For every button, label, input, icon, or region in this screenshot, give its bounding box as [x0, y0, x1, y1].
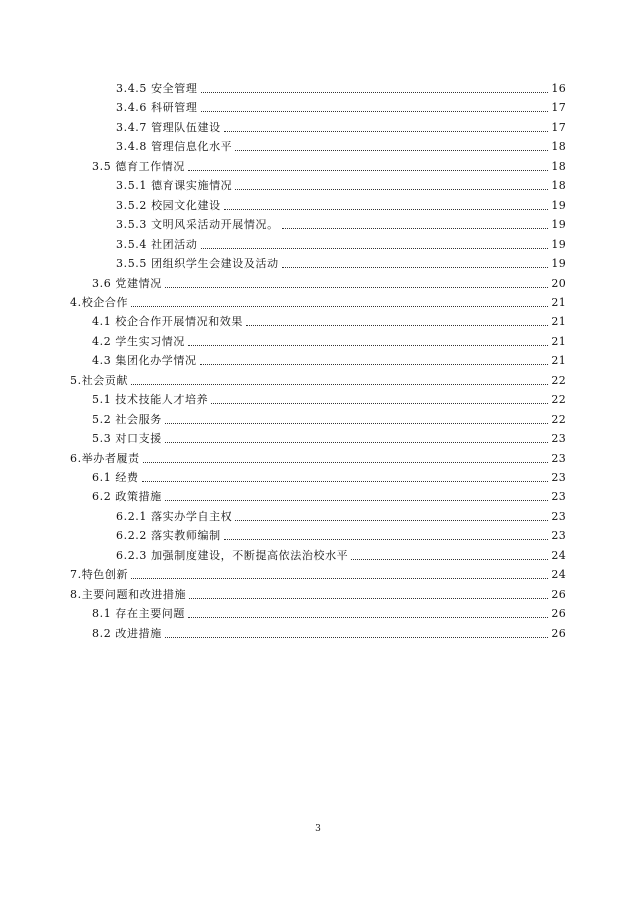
toc-entry-title: 3.6 党建情况: [92, 276, 162, 290]
toc-entry-title: 6.2.3 加强制度建设，不断提高依法治校水平: [116, 548, 349, 562]
toc-entry-page: 22: [551, 393, 566, 407]
toc-entry-page: 19: [551, 218, 566, 232]
toc-entry[interactable]: [92, 387, 566, 407]
toc-entry-page: 23: [551, 471, 566, 484]
toc-entry[interactable]: [116, 193, 566, 213]
toc-entry-page: 22: [551, 373, 566, 387]
toc-entry-page: 26: [551, 607, 566, 621]
toc-entry[interactable]: [92, 601, 566, 621]
toc-entry-page: 23: [551, 432, 566, 446]
toc-dot-leader: [189, 597, 548, 599]
toc-entry-page: 21: [551, 354, 566, 368]
toc-entry[interactable]: [70, 368, 566, 388]
toc-entry[interactable]: [116, 212, 566, 232]
toc-entry-page: 23: [551, 529, 566, 543]
toc-dot-leader: [131, 577, 548, 579]
toc-dot-leader: [282, 227, 549, 229]
toc-entry-page: 21: [551, 334, 566, 348]
toc-entry-title: 5.社会贡献: [70, 373, 129, 387]
toc-entry-page: 19: [551, 257, 566, 271]
toc-entry-title: 3.5.2 校园文化建设: [116, 198, 221, 212]
toc-entry[interactable]: [92, 407, 566, 427]
toc-entry[interactable]: [92, 465, 566, 485]
toc-entry-title: 6.2.2 落实教师编制: [116, 529, 221, 543]
toc-entry[interactable]: [92, 348, 566, 368]
toc-entry[interactable]: [116, 504, 566, 524]
toc-entry-title: 5.2 社会服务: [92, 412, 162, 426]
toc-dot-leader: [165, 636, 549, 638]
toc-entry[interactable]: [116, 173, 566, 193]
toc-dot-leader: [201, 91, 549, 93]
toc-entry-title: 3.5.4 社团活动: [116, 237, 198, 251]
toc-entry[interactable]: [70, 582, 566, 602]
toc-entry-title: 7.特色创新: [70, 568, 129, 582]
toc-entry-title: 5.3 对口支援: [92, 432, 162, 446]
toc-dot-leader: [211, 402, 548, 404]
toc-dot-leader: [235, 188, 548, 190]
toc-entry-page: 24: [551, 568, 566, 582]
toc-entry-title: 4.1 校企合作开展情况和效果: [92, 315, 243, 329]
toc-dot-leader: [224, 538, 549, 540]
toc-entry-title: 3.5.1 德育课实施情况: [116, 179, 233, 193]
toc-dot-leader: [165, 499, 549, 501]
toc-entry-title: 3.4.7 管理队伍建设: [116, 120, 221, 134]
toc-dot-leader: [201, 247, 549, 249]
toc-dot-leader: [131, 305, 548, 307]
toc-entry-title: 4.校企合作: [70, 295, 129, 309]
toc-dot-leader: [200, 363, 549, 365]
toc-dot-leader: [188, 616, 548, 618]
toc-dot-leader: [165, 422, 549, 424]
toc-entry[interactable]: [116, 232, 566, 252]
toc-dot-leader: [235, 149, 548, 151]
toc-entry-page: 17: [551, 120, 566, 134]
toc-entry-title: 3.5.5 团组织学生会建设及活动: [116, 257, 279, 271]
toc-dot-leader: [188, 344, 548, 346]
toc-entry-page: 24: [551, 548, 566, 562]
toc-dot-leader: [188, 169, 548, 171]
toc-entry-page: 22: [551, 412, 566, 426]
toc-entry-title: 5.1 技术技能人才培养: [92, 393, 209, 407]
toc-dot-leader: [142, 480, 549, 482]
toc-entry-page: 23: [551, 509, 566, 523]
toc-dot-leader: [246, 324, 548, 326]
toc-entry[interactable]: [116, 251, 566, 271]
toc-entry[interactable]: [116, 543, 566, 563]
toc-dot-leader: [282, 266, 549, 268]
toc-entry-title: 3.4.6 科研管理: [116, 101, 198, 115]
toc-entry[interactable]: [92, 426, 566, 446]
toc-entry-page: 17: [551, 101, 566, 115]
toc-entry-page: 19: [551, 198, 566, 212]
toc-entry[interactable]: [70, 446, 566, 466]
toc-entry[interactable]: [116, 76, 566, 96]
toc-entry-page: 19: [551, 237, 566, 251]
toc-entry[interactable]: [92, 271, 566, 291]
toc-dot-leader: [351, 558, 548, 560]
page-number: 3: [315, 824, 321, 834]
toc-entry-title: 6.2 政策措施: [92, 490, 162, 504]
toc-entry-title: 6.1 经费: [92, 471, 139, 484]
toc-entry[interactable]: [70, 290, 566, 310]
toc-entry[interactable]: [116, 95, 566, 115]
toc-entry-page: 26: [551, 626, 566, 640]
toc-entry-title: 3.5.3 文明风采活动开展情况。: [116, 218, 279, 232]
toc-entry-title: 4.3 集团化办学情况: [92, 354, 197, 368]
toc-dot-leader: [224, 208, 549, 210]
toc-entry[interactable]: [116, 134, 566, 154]
toc-entry[interactable]: [92, 484, 566, 504]
toc-entry[interactable]: [70, 562, 566, 582]
toc-dot-leader: [131, 383, 548, 385]
toc-entry-page: 18: [551, 140, 566, 154]
toc-dot-leader: [235, 519, 548, 521]
toc-entry-page: 18: [551, 179, 566, 193]
toc-entry-page: 21: [551, 315, 566, 329]
toc-entry-page: 16: [551, 82, 566, 95]
toc-entry-page: 18: [551, 159, 566, 173]
toc-entry-title: 8.主要问题和改进措施: [70, 587, 187, 601]
toc-entry-page: 20: [551, 276, 566, 290]
toc-entry-page: 23: [551, 451, 566, 465]
toc-dot-leader: [143, 461, 549, 463]
toc-entry[interactable]: [92, 154, 566, 174]
toc-entry-title: 3.5 德育工作情况: [92, 159, 185, 173]
toc-dot-leader: [165, 441, 549, 443]
toc-dot-leader: [165, 286, 549, 288]
toc-entry[interactable]: [92, 329, 566, 349]
toc-entry-page: 21: [551, 295, 566, 309]
toc-entry-title: 6.举办者履责: [70, 451, 140, 465]
toc-dot-leader: [224, 130, 549, 132]
toc-entry-title: 4.2 学生实习情况: [92, 334, 185, 348]
toc-entry-title: 3.4.5 安全管理: [116, 82, 198, 95]
toc-entry-title: 6.2.1 落实办学自主权: [116, 509, 233, 523]
toc-entry-page: 23: [551, 490, 566, 504]
toc-entry[interactable]: [116, 523, 566, 543]
toc-entry-title: 8.1 存在主要问题: [92, 607, 185, 621]
toc-dot-leader: [201, 110, 549, 112]
toc-entry-title: 8.2 改进措施: [92, 626, 162, 640]
toc-entry-page: 26: [551, 587, 566, 601]
toc-entry[interactable]: [116, 115, 566, 135]
toc-entry[interactable]: [92, 309, 566, 329]
toc-entry[interactable]: [92, 621, 566, 641]
toc-entry-title: 3.4.8 管理信息化水平: [116, 140, 233, 154]
